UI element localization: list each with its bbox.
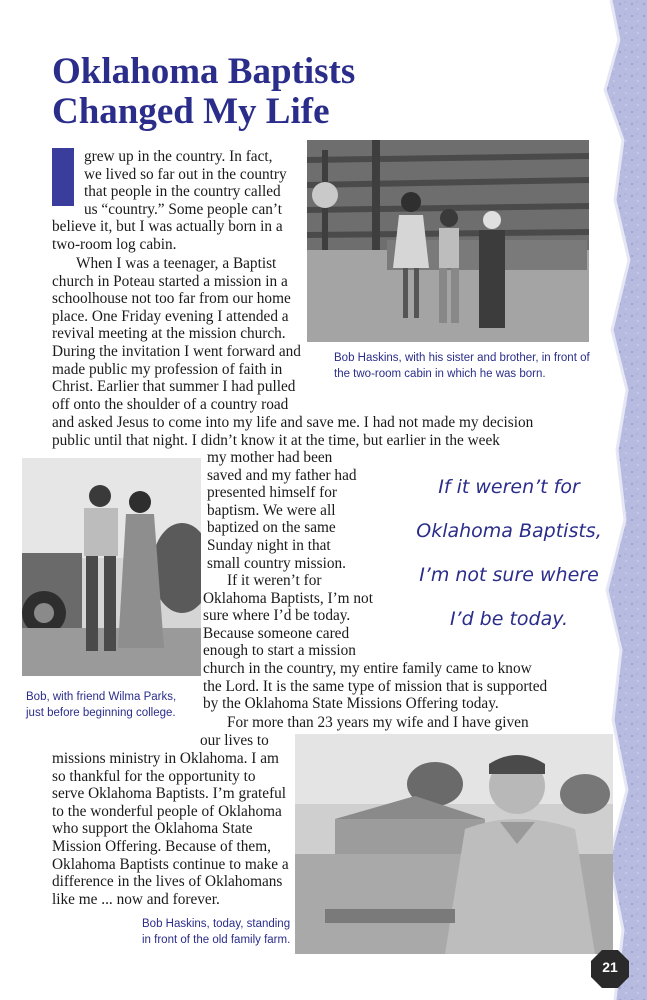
cabin-photo-caption bbox=[334, 350, 590, 382]
caption-line: Bob Haskins, today, standing bbox=[142, 918, 291, 930]
title-line-1: Oklahoma Baptists bbox=[52, 51, 356, 92]
text-line: Mission Offering. Because of them, bbox=[52, 837, 271, 855]
caption-line: in front of the old family farm. bbox=[142, 934, 291, 946]
text-line: schoolhouse not too far from our home bbox=[52, 290, 291, 308]
paragraph-4-left bbox=[52, 750, 289, 908]
pull-quote-line: If it weren’t for bbox=[438, 476, 580, 498]
text-line: the Lord. It is the same type of mission that is supported bbox=[203, 677, 548, 695]
text-line: church in the country, my entire family came to know bbox=[203, 660, 532, 677]
text-line: Sunday night in that bbox=[207, 536, 331, 554]
caption-line: just before beginning college. bbox=[26, 707, 176, 719]
text-line: Because someone cared bbox=[203, 624, 350, 642]
text-line: off onto the shoulder of a country road bbox=[52, 395, 289, 413]
text-line: Oklahoma Baptists, I’m not bbox=[203, 589, 373, 607]
text-line: difference in the lives of Oklahomans bbox=[52, 873, 283, 891]
paragraph-1-top bbox=[84, 148, 287, 218]
text-line: Christ. Earlier that summer I had pulled bbox=[52, 378, 296, 396]
paragraph-2-full bbox=[52, 414, 533, 449]
farm-photo-caption bbox=[142, 916, 290, 948]
text-line: so thankful for the opportunity to bbox=[52, 767, 256, 785]
text-line: For more than 23 years my wife and I have given bbox=[227, 714, 529, 731]
paragraph-3-wide bbox=[203, 660, 547, 713]
text-line: my mother had been bbox=[207, 449, 333, 466]
text-line: and asked Jesus to come into my life and save me. I had not made my decision bbox=[52, 414, 534, 431]
text-line: to the wonderful people of Oklahoma bbox=[52, 802, 282, 820]
couple-photo-caption bbox=[26, 689, 176, 721]
text-line: believe it, but I was actually born in a bbox=[52, 218, 283, 235]
title-line-2: Changed My Life bbox=[52, 91, 330, 132]
text-line: presented himself for bbox=[207, 484, 337, 502]
text-line: baptism. We were all bbox=[207, 501, 336, 519]
text-line: If it weren’t for bbox=[227, 572, 322, 589]
text-line: Oklahoma Baptists continue to make a bbox=[52, 855, 289, 873]
text-line: small country mission. bbox=[207, 554, 346, 572]
text-line: enough to start a mission bbox=[203, 642, 356, 660]
text-line: When I was a teenager, a Baptist bbox=[76, 255, 277, 272]
text-line: two-room log cabin. bbox=[52, 235, 177, 253]
text-line: revival meeting at the mission church. bbox=[52, 325, 286, 343]
text-line: us “country.” Some people can’t bbox=[84, 200, 282, 218]
text-line: by the Oklahoma State Missions Offering today. bbox=[203, 695, 499, 713]
text-line: church in Poteau started a mission in a bbox=[52, 272, 288, 290]
pull-quote bbox=[394, 465, 624, 641]
pull-quote-line: I’m not sure where bbox=[419, 564, 599, 586]
text-line: sure where I’d be today. bbox=[203, 607, 351, 625]
text-line: made public my profession of faith in bbox=[52, 360, 283, 378]
text-line: our lives to bbox=[200, 731, 269, 749]
caption-line: Bob, with friend Wilma Parks, bbox=[26, 691, 177, 703]
text-line: grew up in the country. In fact, bbox=[84, 148, 273, 165]
text-line: who support the Oklahoma State bbox=[52, 820, 253, 838]
paragraph-3-narrow bbox=[203, 572, 373, 660]
pull-quote-line: I’d be today. bbox=[449, 608, 569, 630]
pull-quote-line: Oklahoma Baptists, bbox=[416, 520, 602, 542]
text-line: missions ministry in Oklahoma. I am bbox=[52, 750, 279, 767]
page-title bbox=[52, 52, 472, 132]
text-line: During the invitation I went forward and bbox=[52, 342, 301, 360]
couple-photo bbox=[22, 458, 201, 676]
caption-line: Bob Haskins, with his sister and brother, in front of bbox=[334, 352, 590, 364]
text-line: serve Oklahoma Baptists. I’m grateful bbox=[52, 785, 287, 803]
text-line: public until that night. I didn’t know it at the time, but earlier in the week bbox=[52, 431, 500, 449]
text-line: baptized on the same bbox=[207, 519, 336, 537]
paragraph-2-narrow bbox=[207, 449, 357, 572]
man-farm-photo bbox=[295, 734, 613, 954]
caption-line: the two-room cabin in which he was born. bbox=[334, 368, 546, 380]
text-line: place. One Friday evening I attended a bbox=[52, 307, 289, 325]
children-cabin-photo bbox=[307, 140, 589, 342]
text-line: we lived so far out in the country bbox=[84, 165, 287, 183]
paragraph-1-bottom bbox=[52, 218, 283, 253]
drop-cap bbox=[52, 148, 74, 206]
text-line: saved and my father had bbox=[207, 466, 357, 484]
page-number: 21 bbox=[602, 959, 618, 975]
paragraph-2-left bbox=[52, 255, 301, 413]
text-line: that people in the country called bbox=[84, 183, 281, 201]
text-line: like me ... now and forever. bbox=[52, 890, 220, 908]
